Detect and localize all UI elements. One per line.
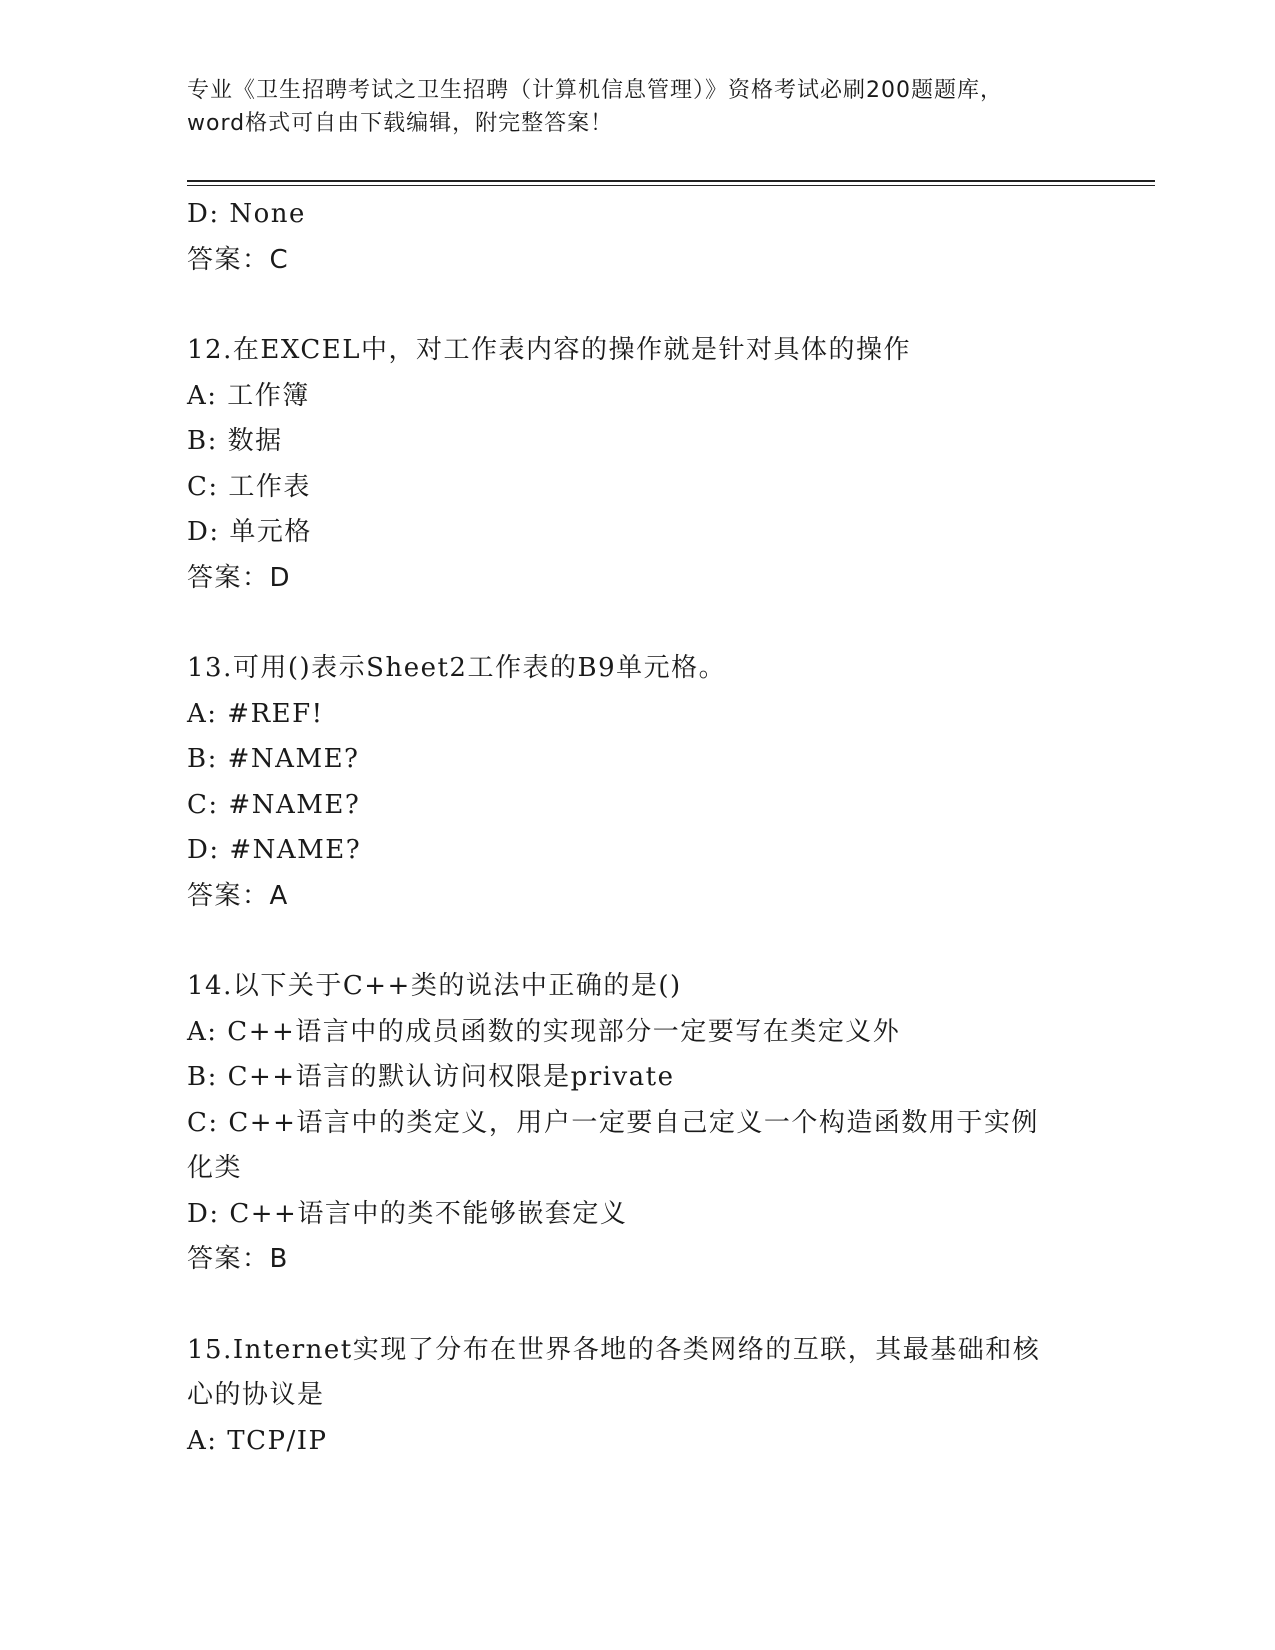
header-divider-thick <box>187 180 1155 182</box>
option-item: C: C++语言中的类定义，用户一定要自己定义一个构造函数用于实例化类 <box>187 1107 1039 1183</box>
option-item: B: #NAME? <box>187 744 360 774</box>
header-line-2: word格式可自由下载编辑，附完整答案！ <box>187 111 614 136</box>
option-item: B: 数据 <box>187 426 283 456</box>
question-block-15 <box>187 1328 1087 1465</box>
answer-line: 答案：A <box>187 880 289 911</box>
question-block-14 <box>187 964 1087 1283</box>
option-item: C: #NAME? <box>187 789 361 820</box>
option-item: A: #REF! <box>187 698 324 729</box>
answer-line: 答案：C <box>187 244 290 275</box>
option-item: B: C++语言的默认访问权限是private <box>187 1062 675 1092</box>
option-item: A: 工作簿 <box>187 380 310 411</box>
header-divider-thin <box>187 185 1155 186</box>
option-item: A: TCP/IP <box>187 1425 328 1456</box>
question-stem: 13.可用()表示Sheet2工作表的B9单元格。 <box>187 653 727 683</box>
option-item: D: None <box>187 199 306 229</box>
option-item: A: C++语言中的成员函数的实现部分一定要写在类定义外 <box>187 1016 901 1047</box>
option-item: D: 单元格 <box>187 517 312 547</box>
question-block-12 <box>187 328 1087 601</box>
header-line-1: 专业《卫生招聘考试之卫生招聘（计算机信息管理）》资格考试必刷200题题库， <box>187 78 1003 103</box>
option-item: D: #NAME? <box>187 835 362 865</box>
document-header <box>187 74 1087 140</box>
question-block-13 <box>187 646 1087 919</box>
answer-line: 答案：B <box>187 1244 289 1274</box>
option-item: C: 工作表 <box>187 471 311 502</box>
question-stem: 14.以下关于C++类的说法中正确的是() <box>187 971 682 1001</box>
option-item: D: C++语言中的类不能够嵌套定义 <box>187 1198 628 1229</box>
question-stem: 12.在EXCEL中，对工作表内容的操作就是针对具体的操作 <box>187 335 912 365</box>
question-stem: 15.Internet实现了分布在世界各地的各类网络的互联，其最基础和核心的协议是 <box>187 1334 1041 1410</box>
answer-line: 答案：D <box>187 562 292 593</box>
question-content <box>187 192 1087 1464</box>
